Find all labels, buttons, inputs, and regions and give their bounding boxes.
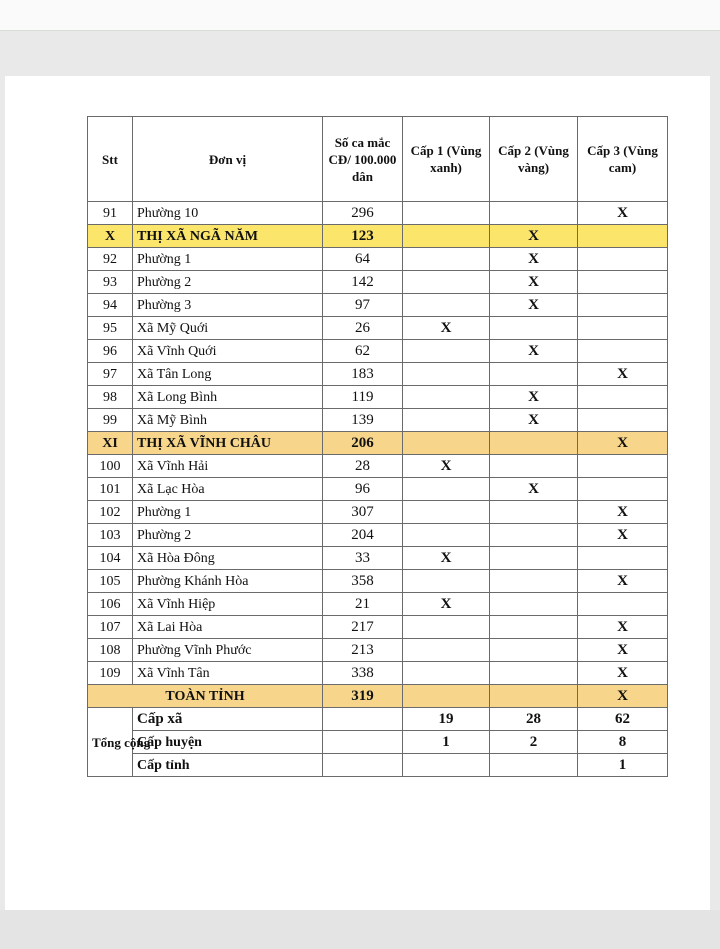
- table-row: [88, 501, 668, 524]
- table-row: [88, 340, 668, 363]
- bottom-background: [0, 910, 720, 949]
- cell-cases: 183: [323, 363, 403, 386]
- cell-level1: X: [403, 547, 490, 570]
- cell-level1: [403, 409, 490, 432]
- table-row: [88, 363, 668, 386]
- district-row-nga-nam: [88, 225, 668, 248]
- cell-unit: Xã Mỹ Quới: [133, 317, 323, 340]
- cell-level2: X: [490, 340, 578, 363]
- province-total-row: [88, 685, 668, 708]
- cell-level3: [578, 225, 668, 248]
- table-row: [88, 455, 668, 478]
- cell-level2: X: [490, 409, 578, 432]
- cell-level2: [490, 524, 578, 547]
- cell-cases: 204: [323, 524, 403, 547]
- cell-cases: 123: [323, 225, 403, 248]
- cell-stt: 103: [88, 524, 133, 547]
- summary-level-label: Cấp tỉnh: [133, 754, 323, 777]
- summary-level1-count: [403, 754, 490, 777]
- cell-level2: [490, 662, 578, 685]
- cell-level1: X: [403, 317, 490, 340]
- summary-level2-count: [490, 754, 578, 777]
- table-row: [88, 386, 668, 409]
- cell-level2: [490, 639, 578, 662]
- cell-unit: Xã Vĩnh Hiệp: [133, 593, 323, 616]
- cell-level3: [578, 547, 668, 570]
- cell-level2: [490, 455, 578, 478]
- cell-stt: 92: [88, 248, 133, 271]
- cell-stt: XI: [88, 432, 133, 455]
- cell-unit: Phường Vĩnh Phước: [133, 639, 323, 662]
- cell-level2: [490, 317, 578, 340]
- cell-cases: 33: [323, 547, 403, 570]
- cell-stt: 100: [88, 455, 133, 478]
- cell-unit: Phường 1: [133, 501, 323, 524]
- cell-level3: X: [578, 432, 668, 455]
- cell-cases: 139: [323, 409, 403, 432]
- table-row: [88, 593, 668, 616]
- cell-level3: X: [578, 639, 668, 662]
- cell-stt: 95: [88, 317, 133, 340]
- cell-level3: [578, 294, 668, 317]
- cell-unit: Xã Mỹ Bình: [133, 409, 323, 432]
- cell-level2: [490, 570, 578, 593]
- cell-unit: Xã Vĩnh Hải: [133, 455, 323, 478]
- summary-level1-count: 1: [403, 731, 490, 754]
- top-strip: [0, 0, 720, 31]
- cell-unit: Xã Long Bình: [133, 386, 323, 409]
- header-level1: Cấp 1 (Vùng xanh): [403, 117, 490, 202]
- cell-unit: Xã Vĩnh Quới: [133, 340, 323, 363]
- summary-empty-cell: [323, 754, 403, 777]
- cell-stt: 91: [88, 202, 133, 225]
- cell-stt: 96: [88, 340, 133, 363]
- cell-cases: 142: [323, 271, 403, 294]
- cell-cases: 97: [323, 294, 403, 317]
- cell-level1: [403, 432, 490, 455]
- cell-cases: 213: [323, 639, 403, 662]
- cell-unit: Phường 1: [133, 248, 323, 271]
- cell-stt: 108: [88, 639, 133, 662]
- summary-row-commune: [88, 708, 668, 731]
- cell-level2: X: [490, 478, 578, 501]
- table-row: [88, 639, 668, 662]
- cell-unit: Phường 2: [133, 524, 323, 547]
- cell-unit: Phường 10: [133, 202, 323, 225]
- cell-level1: [403, 501, 490, 524]
- cell-level2: X: [490, 386, 578, 409]
- table-row: [88, 271, 668, 294]
- cell-cases: 307: [323, 501, 403, 524]
- cell-stt: 99: [88, 409, 133, 432]
- cell-level3: [578, 593, 668, 616]
- cell-level3: [578, 478, 668, 501]
- summary-level3-count: 8: [578, 731, 668, 754]
- cell-level3: [578, 248, 668, 271]
- summary-empty-cell: [323, 731, 403, 754]
- cell-level1: [403, 616, 490, 639]
- cell-level2: [490, 202, 578, 225]
- cell-level2: [490, 363, 578, 386]
- cell-cases: 96: [323, 478, 403, 501]
- header-stt: Stt: [88, 117, 133, 202]
- cell-cases: 62: [323, 340, 403, 363]
- cell-level2: X: [490, 294, 578, 317]
- table-header-row: [88, 117, 668, 202]
- cell-level1: [403, 248, 490, 271]
- cell-level2: X: [490, 248, 578, 271]
- table-row: [88, 409, 668, 432]
- cell-level1: [403, 202, 490, 225]
- cell-level2: X: [490, 225, 578, 248]
- cell-level1: X: [403, 455, 490, 478]
- summary-level2-count: 2: [490, 731, 578, 754]
- cell-level1: [403, 363, 490, 386]
- cell-level3: X: [578, 662, 668, 685]
- cell-cases: 26: [323, 317, 403, 340]
- cell-level1: [403, 639, 490, 662]
- cell-level3: X: [578, 202, 668, 225]
- cell-level1: [403, 340, 490, 363]
- cell-level2: [490, 547, 578, 570]
- cell-level2: [490, 432, 578, 455]
- cell-level2: [490, 593, 578, 616]
- cell-unit: THỊ XÃ VĨNH CHÂU: [133, 432, 323, 455]
- table-row: [88, 478, 668, 501]
- summary-level-label: Cấp huyện: [133, 731, 323, 754]
- cell-level1: [403, 478, 490, 501]
- cell-stt: 104: [88, 547, 133, 570]
- cell-stt: 109: [88, 662, 133, 685]
- cell-level1: X: [403, 593, 490, 616]
- cell-unit: THỊ XÃ NGÃ NĂM: [133, 225, 323, 248]
- summary-level3-count: 1: [578, 754, 668, 777]
- summary-level-label: Cấp xã: [133, 708, 323, 731]
- cell-unit: Phường Khánh Hòa: [133, 570, 323, 593]
- cell-unit: Xã Lạc Hòa: [133, 478, 323, 501]
- header-cases: Số ca mắc CĐ/ 100.000 dân: [323, 117, 403, 202]
- cell-cases: 28: [323, 455, 403, 478]
- cell-level1: [403, 271, 490, 294]
- header-level3: Cấp 3 (Vùng cam): [578, 117, 668, 202]
- cell-level3: [578, 317, 668, 340]
- table-row: [88, 616, 668, 639]
- district-row-vinh-chau: [88, 432, 668, 455]
- cell-stt: X: [88, 225, 133, 248]
- cell-level2: [490, 501, 578, 524]
- cell-stt: 106: [88, 593, 133, 616]
- province-level2: [490, 685, 578, 708]
- cell-stt: 101: [88, 478, 133, 501]
- cell-cases: 217: [323, 616, 403, 639]
- cell-level3: X: [578, 616, 668, 639]
- summary-empty-cell: [323, 708, 403, 731]
- cell-level3: X: [578, 501, 668, 524]
- table-row: [88, 570, 668, 593]
- cell-stt: 105: [88, 570, 133, 593]
- table-row: [88, 317, 668, 340]
- cell-level1: [403, 386, 490, 409]
- cell-unit: Xã Tân Long: [133, 363, 323, 386]
- cell-level2: [490, 616, 578, 639]
- province-label: TOÀN TỈNH: [88, 685, 323, 708]
- cell-level1: [403, 662, 490, 685]
- cell-level3: [578, 340, 668, 363]
- cell-level1: [403, 524, 490, 547]
- cell-cases: 358: [323, 570, 403, 593]
- cell-cases: 119: [323, 386, 403, 409]
- cell-cases: 206: [323, 432, 403, 455]
- document-page: [5, 76, 710, 910]
- table-row: [88, 202, 668, 225]
- cell-level2: X: [490, 271, 578, 294]
- summary-level1-count: 19: [403, 708, 490, 731]
- summary-level3-count: 62: [578, 708, 668, 731]
- cell-cases: 296: [323, 202, 403, 225]
- cell-level3: [578, 455, 668, 478]
- cell-level3: [578, 271, 668, 294]
- table-row: [88, 294, 668, 317]
- cell-cases: 21: [323, 593, 403, 616]
- table-row: [88, 547, 668, 570]
- cell-level1: [403, 294, 490, 317]
- cell-stt: 102: [88, 501, 133, 524]
- table-row: [88, 662, 668, 685]
- province-cases: 319: [323, 685, 403, 708]
- cell-level3: [578, 386, 668, 409]
- table-row: [88, 248, 668, 271]
- cell-unit: Xã Lai Hòa: [133, 616, 323, 639]
- header-unit: Đơn vị: [133, 117, 323, 202]
- cell-stt: 94: [88, 294, 133, 317]
- cell-level1: [403, 225, 490, 248]
- covid-level-table: [87, 116, 668, 777]
- summary-row-district: [88, 731, 668, 754]
- cell-level1: [403, 570, 490, 593]
- summary-label: Tổng cộng: [88, 708, 133, 777]
- cell-unit: Xã Hòa Đông: [133, 547, 323, 570]
- table-row: [88, 524, 668, 547]
- cell-stt: 107: [88, 616, 133, 639]
- cell-level3: X: [578, 524, 668, 547]
- province-level1: [403, 685, 490, 708]
- cell-stt: 97: [88, 363, 133, 386]
- cell-unit: Xã Vĩnh Tân: [133, 662, 323, 685]
- cell-cases: 64: [323, 248, 403, 271]
- cell-level3: X: [578, 363, 668, 386]
- summary-row-province: [88, 754, 668, 777]
- summary-level2-count: 28: [490, 708, 578, 731]
- cell-unit: Phường 3: [133, 294, 323, 317]
- province-level3: X: [578, 685, 668, 708]
- cell-level3: [578, 409, 668, 432]
- cell-stt: 98: [88, 386, 133, 409]
- cell-stt: 93: [88, 271, 133, 294]
- cell-level3: X: [578, 570, 668, 593]
- header-level2: Cấp 2 (Vùng vàng): [490, 117, 578, 202]
- cell-cases: 338: [323, 662, 403, 685]
- cell-unit: Phường 2: [133, 271, 323, 294]
